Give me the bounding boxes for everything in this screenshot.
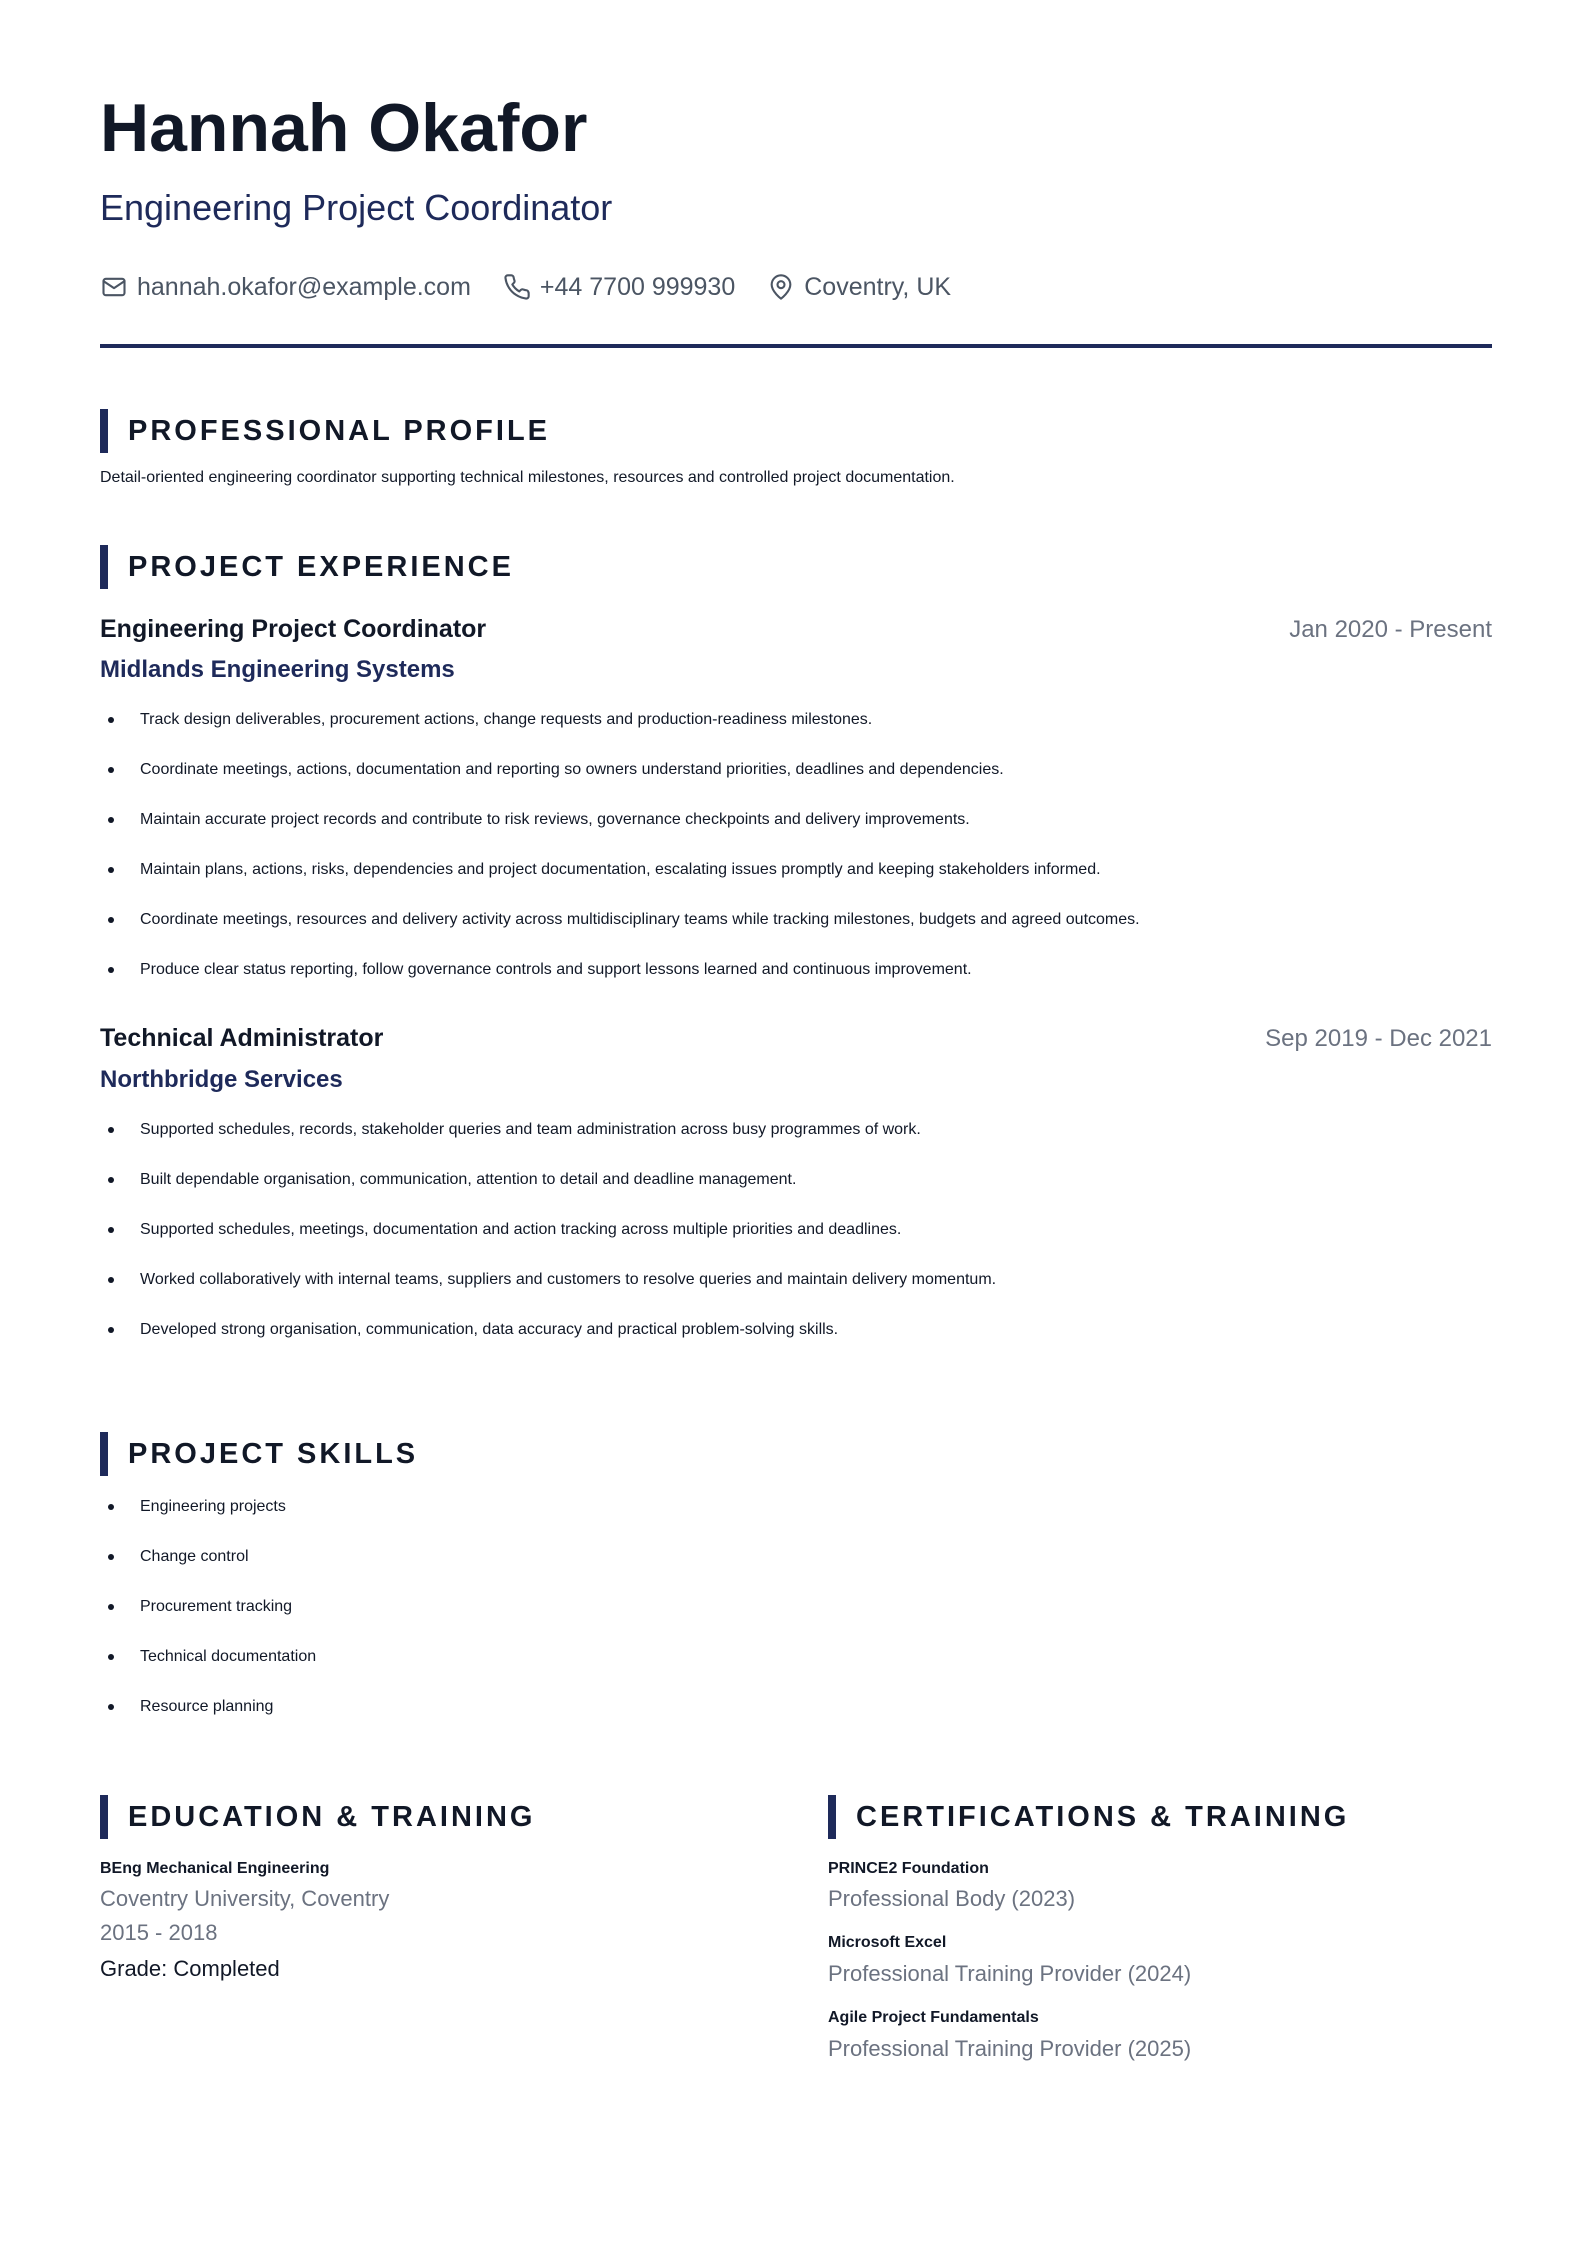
- section-accent-bar: [100, 545, 108, 589]
- section-title-text: PROJECT SKILLS: [128, 1437, 419, 1470]
- list-item: Supported schedules, records, stakeholder queries and team administration across busy programmes of work.: [100, 1117, 996, 1167]
- profile-summary: Detail-oriented engineering coordinator supporting technical milestones, resources and controlled project documentation.: [100, 469, 955, 486]
- list-item: Produce clear status reporting, follow governance controls and support lessons learned and continuous improvement.: [100, 957, 1140, 1007]
- certification-name: Microsoft Excel: [828, 1934, 947, 1951]
- contact-phone[interactable]: [503, 273, 735, 302]
- email-text: hannah.okafor@example.com: [137, 272, 471, 301]
- certification-issuer: Professional Training Provider (2025): [828, 2036, 1192, 2061]
- section-heading-skills: [100, 1432, 418, 1476]
- job-dates: Sep 2019 - Dec 2021: [1265, 1025, 1492, 1052]
- list-item: Procurement tracking: [100, 1594, 316, 1644]
- job-title: Engineering Project Coordinator: [100, 615, 487, 643]
- section-accent-bar: [100, 1795, 108, 1839]
- certification-name: Agile Project Fundamentals: [828, 2009, 1039, 2026]
- candidate-name: Hannah Okafor: [100, 90, 588, 166]
- list-item: Technical documentation: [100, 1644, 316, 1694]
- section-heading-education: [100, 1795, 535, 1839]
- section-title-text: CERTIFICATIONS & TRAINING: [856, 1800, 1350, 1833]
- certification-name: PRINCE2 Foundation: [828, 1860, 989, 1877]
- map-pin-icon: [767, 273, 795, 301]
- section-accent-bar: [100, 1432, 108, 1476]
- candidate-role: Engineering Project Coordinator: [100, 187, 613, 228]
- location-text: Coventry, UK: [804, 272, 952, 301]
- header-divider: [100, 344, 1492, 348]
- education-degree: BEng Mechanical Engineering: [100, 1860, 330, 1877]
- section-heading-profile: [100, 409, 550, 453]
- contact-location: [767, 273, 951, 302]
- job-bullets: [100, 707, 1140, 1007]
- certification-issuer: Professional Body (2023): [828, 1886, 1076, 1911]
- job-company: Northbridge Services: [100, 1066, 343, 1093]
- list-item: Maintain plans, actions, risks, dependencies and project documentation, escalating issues promptly and keeping stakeholders informed.: [100, 857, 1140, 907]
- mail-icon: [100, 273, 128, 301]
- section-title-text: PROJECT EXPERIENCE: [128, 550, 514, 583]
- job-bullets: [100, 1117, 996, 1367]
- education-years: 2015 - 2018: [100, 1920, 218, 1945]
- contact-email[interactable]: [100, 273, 471, 302]
- list-item: Maintain accurate project records and contribute to risk reviews, governance checkpoints and delivery improvements.: [100, 807, 1140, 857]
- contact-bar: [100, 270, 983, 304]
- job-dates: Jan 2020 - Present: [1289, 616, 1492, 643]
- job-title: Technical Administrator: [100, 1024, 384, 1052]
- phone-text: +44 7700 999930: [539, 272, 736, 301]
- list-item: Coordinate meetings, resources and delivery activity across multidisciplinary teams while tracking milestones, budgets and agreed outcomes.: [100, 907, 1140, 957]
- list-item: Coordinate meetings, actions, documentation and reporting so owners understand priorities, deadlines and dependencies.: [100, 757, 1140, 807]
- list-item: Supported schedules, meetings, documentation and action tracking across multiple priorities and deadlines.: [100, 1217, 996, 1267]
- list-item: Worked collaboratively with internal teams, suppliers and customers to resolve queries and maintain delivery momentum.: [100, 1267, 996, 1317]
- education-grade: Grade: Completed: [100, 1956, 280, 1981]
- list-item: Track design deliverables, procurement actions, change requests and production-readiness milestones.: [100, 707, 1140, 757]
- phone-icon: [503, 273, 531, 301]
- list-item: Developed strong organisation, communication, data accuracy and practical problem-solving skills.: [100, 1317, 996, 1367]
- list-item: Change control: [100, 1544, 316, 1594]
- list-item: Resource planning: [100, 1694, 316, 1744]
- list-item: Built dependable organisation, communication, attention to detail and deadline management.: [100, 1167, 996, 1217]
- education-school: Coventry University, Coventry: [100, 1886, 390, 1911]
- section-title-text: PROFESSIONAL PROFILE: [128, 414, 551, 447]
- section-title-text: EDUCATION & TRAINING: [128, 1800, 536, 1833]
- list-item: Engineering projects: [100, 1494, 316, 1544]
- section-accent-bar: [100, 409, 108, 453]
- section-heading-experience: [100, 545, 514, 589]
- job-company: Midlands Engineering Systems: [100, 656, 455, 683]
- section-accent-bar: [828, 1795, 836, 1839]
- skills-list: [100, 1494, 316, 1744]
- certification-issuer: Professional Training Provider (2024): [828, 1961, 1192, 1986]
- section-heading-certifications: [828, 1795, 1349, 1839]
